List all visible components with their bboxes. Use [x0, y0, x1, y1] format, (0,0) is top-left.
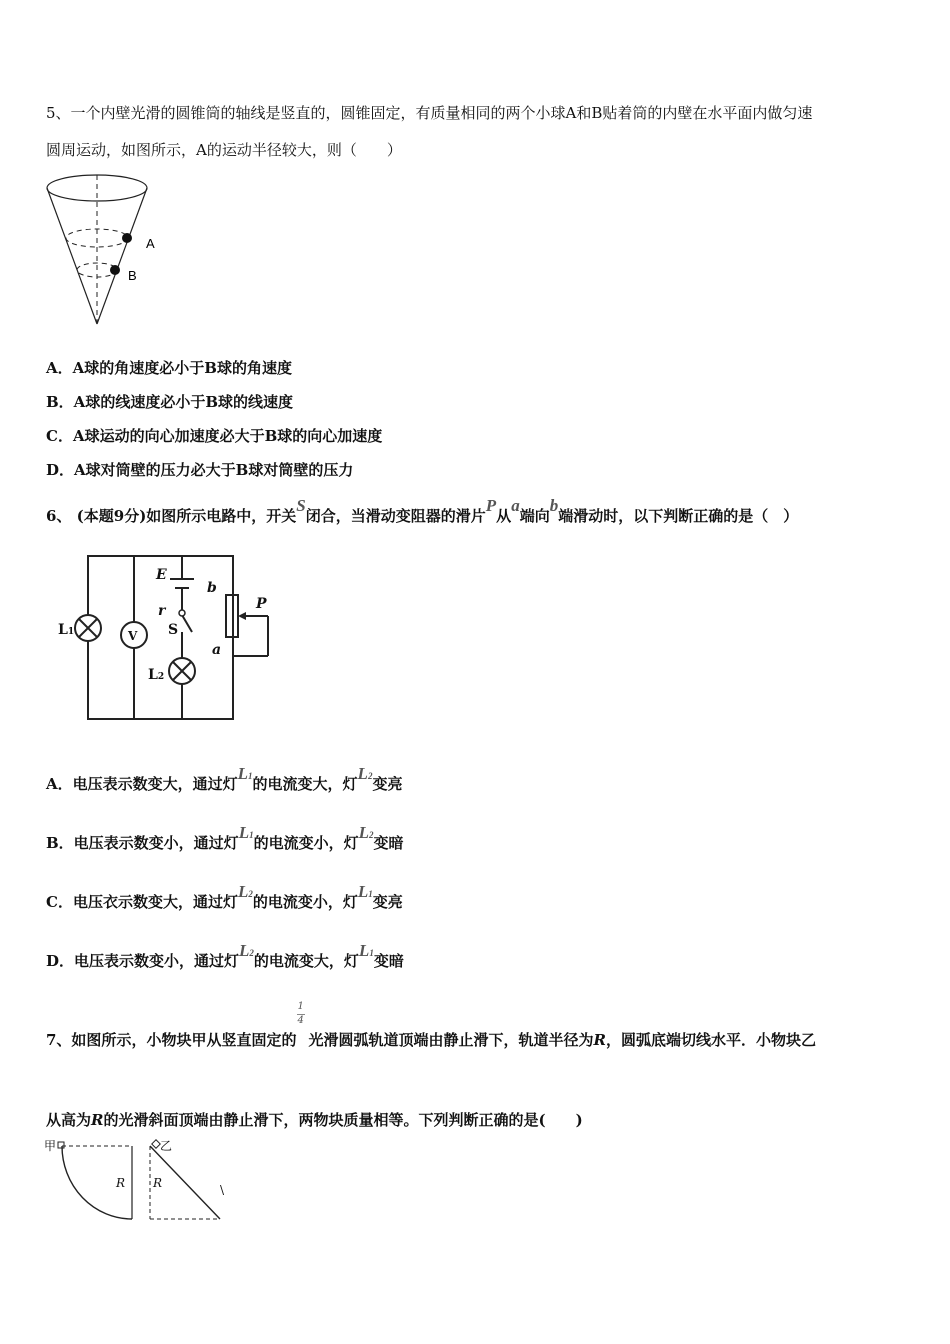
label-s: S: [168, 622, 179, 638]
label-jia: 甲: [44, 1139, 57, 1153]
q6-stem: 6、 (本题9分)如图所示电路中，开关S闭合，当滑动变阻器的滑片P从a端向b端滑动时，以下判断正确的是（ ）: [46, 496, 799, 525]
label-l1: L1: [58, 622, 75, 638]
track-figure: [40, 1134, 240, 1226]
q5-option-b[interactable]: B．A球的线速度必小于B球的线速度: [46, 393, 293, 411]
q6-option-c[interactable]: C．电压衣示数变大，通过灯L2的电流变小，灯L1变亮: [46, 882, 403, 911]
label-e: E: [156, 567, 167, 583]
symbol-p: P: [485, 496, 497, 515]
lamp-symbol: L1: [237, 764, 253, 783]
symbol-b: b: [549, 496, 559, 515]
lamp-symbol: L2: [239, 941, 254, 960]
ball-b: [110, 265, 120, 275]
q5-option-c[interactable]: C．A球运动的向心加速度必大于B球的向心加速度: [46, 427, 383, 445]
q7-stem-line1: 7、如图所示，小物块甲从竖直固定的 $\frac{1}{4}$ 光滑圆弧轨道顶端由静止滑下，轨道半径为R，圆弧底端切线水平．小物块乙: [46, 1001, 816, 1049]
fraction-quarter: $\frac{1}{4}$: [297, 1001, 304, 1026]
q6-option-a[interactable]: A．电压表示数变大，通过灯L1的电流变大，灯L2变亮: [46, 764, 403, 793]
q5-stem-line1: 5、一个内壁光滑的圆锥筒的轴线是竖直的，圆锥固定，有质量相同的两个小球A和B贴着筒的内壁在水平面内做匀速: [46, 104, 813, 122]
label-b: B: [128, 268, 137, 283]
lamp-symbol: L1: [358, 941, 374, 960]
q5-stem-line2: 圆周运动，如图所示，A的运动半径较大，则（ ）: [46, 141, 402, 159]
q6-option-b[interactable]: B．电压表示数变小，通过灯L1的电流变小，灯L2变暗: [46, 823, 404, 852]
lamp-symbol: L2: [357, 764, 373, 783]
label-v: V: [128, 629, 138, 643]
label-l2: L2: [148, 667, 165, 683]
label-r: r: [158, 603, 166, 619]
lamp-symbol: L2: [237, 882, 253, 901]
label-a: a: [212, 642, 222, 658]
ball-a: [122, 233, 132, 243]
circuit-diagram: [44, 548, 284, 738]
q6-option-d[interactable]: D．电压表示数变小，通过灯L2的电流变大，灯L1变暗: [46, 941, 404, 970]
label-b: b: [207, 580, 217, 596]
q5-option-a[interactable]: A．A球的角速度必小于B球的角速度: [46, 359, 292, 377]
label-r2: R: [153, 1176, 163, 1190]
label-a: A: [146, 236, 155, 251]
symbol-s: S: [296, 496, 306, 515]
label-r1: R: [116, 1176, 126, 1190]
cone-figure: [40, 170, 170, 330]
symbol-a: a: [511, 496, 520, 515]
label-p: P: [256, 596, 267, 612]
lamp-symbol: L2: [358, 823, 374, 842]
lamp-symbol: L1: [238, 823, 254, 842]
q5-option-d[interactable]: D．A球对筒壁的压力必大于B球对筒壁的压力: [46, 461, 354, 479]
q7-stem-line2: 从高为R的光滑斜面顶端由静止滑下，两物块质量相等。下列判断正确的是( ): [46, 1111, 583, 1129]
stray-mark: \: [220, 1183, 225, 1197]
label-yi: 乙: [160, 1139, 173, 1153]
lamp-symbol: L1: [357, 882, 373, 901]
